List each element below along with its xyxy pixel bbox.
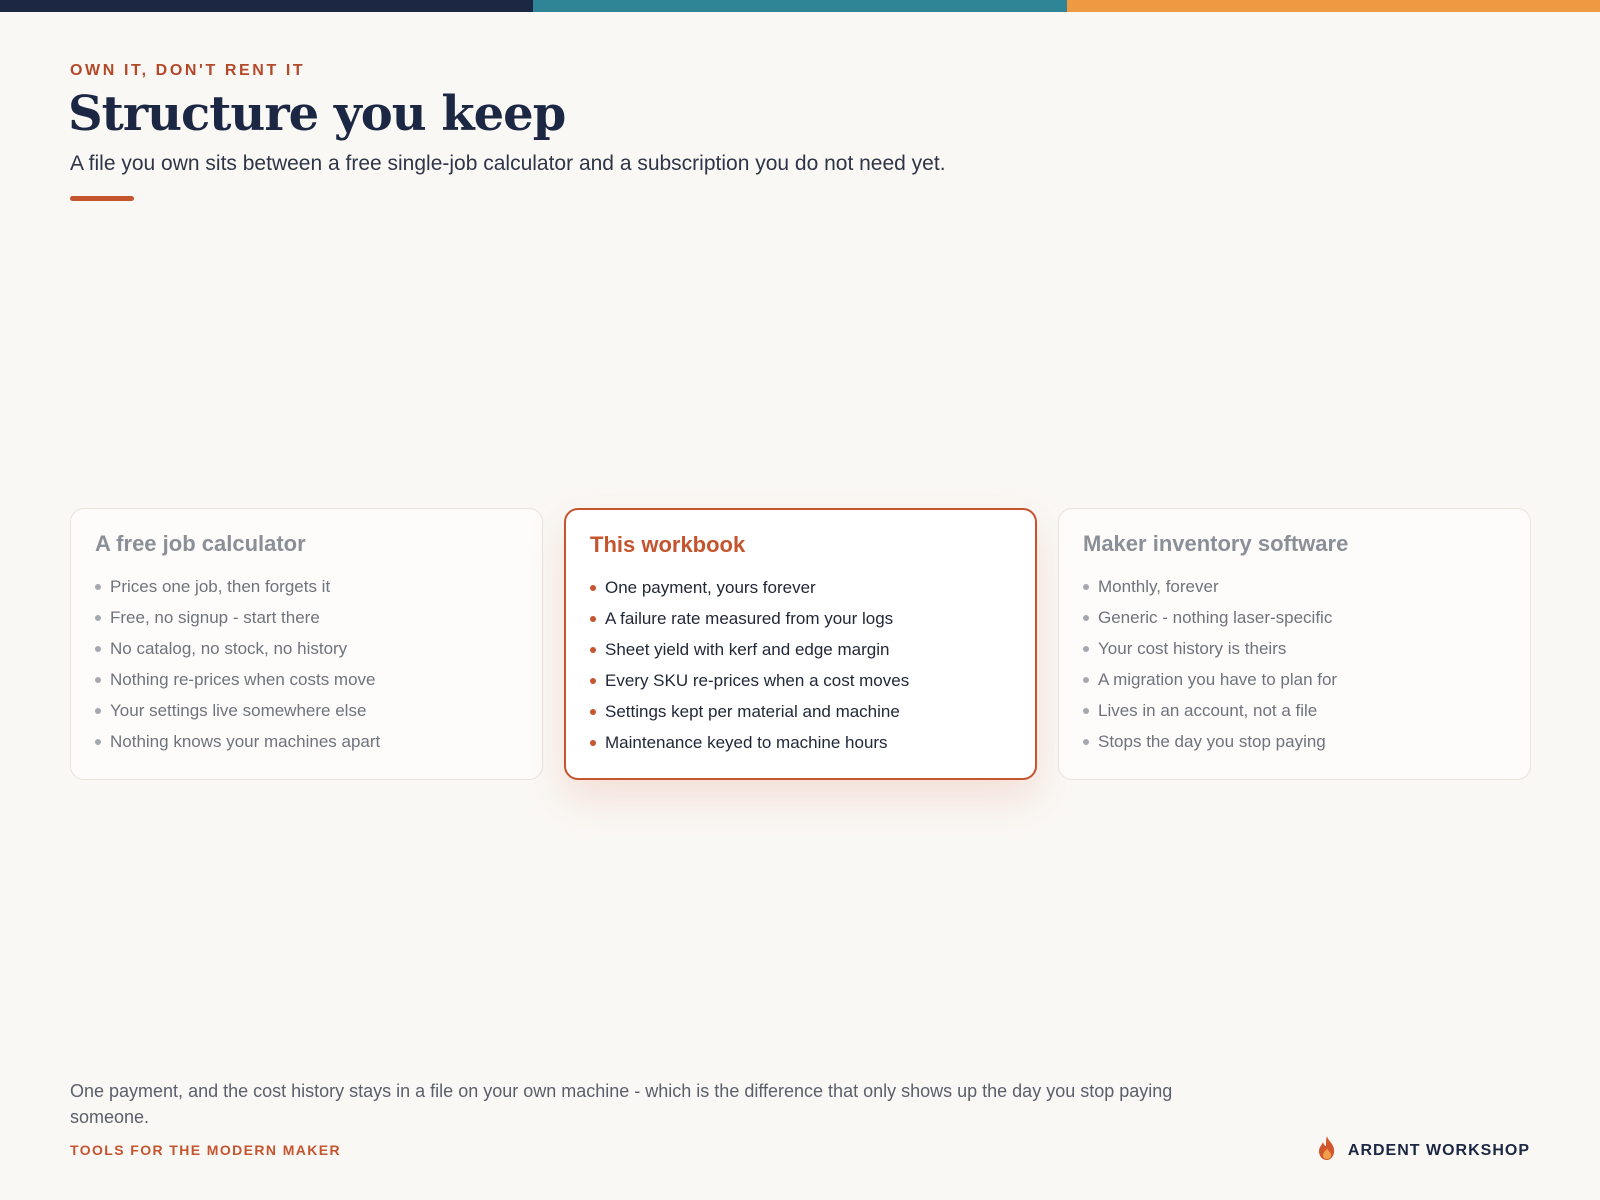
list-item: A failure rate measured from your logs xyxy=(590,603,1011,634)
brand-name: ARDENT WORKSHOP xyxy=(1347,1141,1530,1159)
top-bar-orange-segment xyxy=(1067,0,1600,12)
list-item: No catalog, no stock, no history xyxy=(95,633,518,664)
list-item: Nothing knows your machines apart xyxy=(95,726,518,757)
list-item: Prices one job, then forgets it xyxy=(95,571,518,602)
list-item: Maintenance keyed to machine hours xyxy=(590,727,1011,758)
list-item: Settings kept per material and machine xyxy=(590,696,1011,727)
list-item: Monthly, forever xyxy=(1083,571,1506,602)
card-list xyxy=(95,571,518,757)
list-item: Nothing re-prices when costs move xyxy=(95,664,518,695)
accent-rule xyxy=(70,196,134,201)
list-item: Sheet yield with kerf and edge margin xyxy=(590,634,1011,665)
top-color-bar xyxy=(0,0,1600,12)
card-title: Maker inventory software xyxy=(1083,531,1349,556)
card-list xyxy=(1083,571,1506,757)
list-item: A migration you have to plan for xyxy=(1083,664,1506,695)
top-bar-navy-segment xyxy=(0,0,533,12)
page-subtitle: A file you own sits between a free single-job calculator and a subscription you do not need yet. xyxy=(70,152,946,175)
list-item: Your settings live somewhere else xyxy=(95,695,518,726)
card-title: A free job calculator xyxy=(95,531,306,556)
flame-icon xyxy=(1316,1135,1338,1166)
footer-note: One payment, and the cost history stays in a file on your own machine - which is the difference that only shows up the day you stop paying someone. xyxy=(70,1081,1173,1127)
card-title: This workbook xyxy=(590,532,746,557)
footer-tagline: TOOLS FOR THE MODERN MAKER xyxy=(70,1142,342,1158)
brand-lockup xyxy=(1316,1135,1530,1166)
list-item: Free, no signup - start there xyxy=(95,602,518,633)
list-item: Every SKU re-prices when a cost moves xyxy=(590,665,1011,696)
eyebrow-label: OWN IT, DON'T RENT IT xyxy=(70,62,306,79)
list-item: Stops the day you stop paying xyxy=(1083,726,1506,757)
card-this-workbook xyxy=(564,508,1037,780)
card-inventory-software xyxy=(1058,508,1531,780)
list-item: Generic - nothing laser-specific xyxy=(1083,602,1506,633)
list-item: One payment, yours forever xyxy=(590,572,1011,603)
card-free-calculator xyxy=(70,508,543,780)
card-list xyxy=(590,572,1011,758)
list-item: Your cost history is theirs xyxy=(1083,633,1506,664)
list-item: Lives in an account, not a file xyxy=(1083,695,1506,726)
comparison-cards xyxy=(70,508,1530,780)
page-title: Structure you keep xyxy=(68,86,566,142)
top-bar-teal-segment xyxy=(533,0,1066,12)
